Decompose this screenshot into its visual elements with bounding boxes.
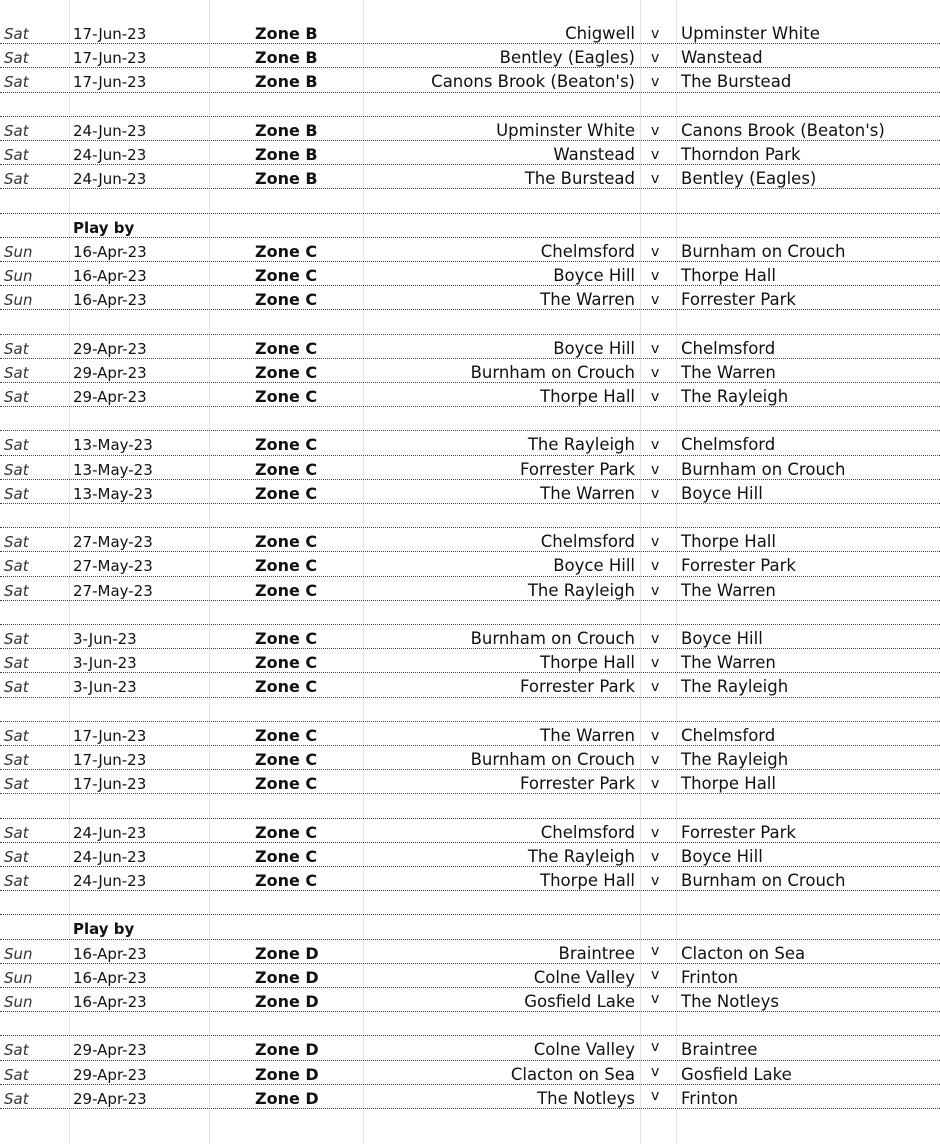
fixture-home-team[interactable]: Boyce Hill xyxy=(553,266,635,285)
fixture-row xyxy=(0,1036,940,1060)
fixture-away-team[interactable]: Frinton xyxy=(681,1088,739,1108)
fixture-versus[interactable]: v xyxy=(651,873,660,889)
fixture-zone[interactable]: Zone B xyxy=(255,120,318,140)
fixture-day[interactable]: Sat xyxy=(4,654,29,673)
fixture-zone[interactable]: Zone C xyxy=(255,750,318,769)
fixture-zone[interactable]: Zone C xyxy=(255,580,318,600)
fixture-date[interactable]: 13-May-23 xyxy=(73,484,153,503)
fixture-day[interactable]: Sun xyxy=(4,267,33,285)
fixture-away-team[interactable]: Forrester Park xyxy=(681,556,796,576)
fixture-date[interactable]: 3-Jun-23 xyxy=(73,654,137,673)
fixture-date[interactable]: 17-Jun-23 xyxy=(73,775,147,794)
fixture-versus[interactable]: v xyxy=(651,122,660,139)
fixture-day[interactable]: Sat xyxy=(4,339,29,358)
fixture-away-team[interactable]: Burnham on Crouch xyxy=(681,871,846,890)
blank-row xyxy=(0,504,940,528)
fixture-home-team[interactable]: Bentley (Eagles) xyxy=(499,48,635,68)
fixture-date[interactable]: 29-Apr-23 xyxy=(73,388,147,406)
fixture-day[interactable]: Sat xyxy=(4,751,29,769)
fixture-row xyxy=(0,1085,940,1109)
fixture-row xyxy=(0,988,940,1012)
fixture-away-team[interactable]: Boyce Hill xyxy=(681,483,763,503)
fixture-zone[interactable]: Zone B xyxy=(255,72,318,92)
fixture-home-team[interactable]: The Warren xyxy=(540,290,635,310)
fixture-row xyxy=(0,552,940,576)
fixture-versus[interactable]: v xyxy=(651,26,660,42)
fixture-versus[interactable]: v xyxy=(651,364,660,381)
fixture-day[interactable]: Sat xyxy=(4,847,29,866)
fixture-versus[interactable]: v xyxy=(651,631,660,647)
fixture-home-team[interactable]: Thorpe Hall xyxy=(540,871,635,890)
fixture-day[interactable]: Sat xyxy=(4,460,29,479)
fixture-zone[interactable]: Zone D xyxy=(255,1088,319,1108)
fixture-versus[interactable]: v xyxy=(651,655,660,672)
fixture-date[interactable]: 13-May-23 xyxy=(73,460,153,479)
blank-row xyxy=(0,407,940,431)
fixture-date[interactable]: 3-Jun-23 xyxy=(73,630,137,648)
fixture-date[interactable]: 29-Apr-23 xyxy=(73,363,147,382)
blank-row xyxy=(0,1012,940,1036)
fixture-versus[interactable]: v xyxy=(651,74,660,91)
fixture-home-team[interactable]: The Warren xyxy=(540,483,635,503)
fixture-versus[interactable]: v xyxy=(651,50,660,67)
fixture-date[interactable]: 27-May-23 xyxy=(73,581,153,600)
fixture-zone[interactable]: Zone B xyxy=(255,145,318,164)
fixture-day[interactable]: Sat xyxy=(4,726,29,745)
fixture-home-team[interactable]: Braintree xyxy=(558,943,635,963)
fixture-day[interactable]: Sat xyxy=(4,775,29,794)
fixture-home-team[interactable]: Boyce Hill xyxy=(553,556,635,576)
fixture-away-team[interactable]: Burnham on Crouch xyxy=(681,459,846,479)
blank-row xyxy=(0,93,940,117)
fixture-versus[interactable]: v xyxy=(651,340,660,357)
fixture-day[interactable]: Sat xyxy=(4,1065,29,1084)
fixture-date[interactable]: 13-May-23 xyxy=(73,436,153,455)
fixture-day[interactable]: Sat xyxy=(4,363,29,382)
fixture-versus[interactable]: v xyxy=(651,1087,660,1104)
fixture-row xyxy=(0,625,940,649)
fixture-home-team[interactable]: The Rayleigh xyxy=(527,846,635,866)
fixture-date[interactable]: 17-Jun-23 xyxy=(73,49,147,68)
blank-row xyxy=(0,794,940,818)
fixture-date[interactable]: 16-Apr-23 xyxy=(73,291,147,310)
fixture-row xyxy=(0,20,940,44)
fixture-row xyxy=(0,843,940,867)
fixture-date[interactable]: 29-Apr-23 xyxy=(73,1089,147,1108)
play-by-header-row xyxy=(0,915,940,939)
fixture-away-team[interactable]: Frinton xyxy=(681,967,739,987)
fixture-versus[interactable]: v xyxy=(651,389,660,405)
play-by-label[interactable]: Play by xyxy=(73,920,135,939)
fixture-zone[interactable]: Zone D xyxy=(255,1040,319,1060)
fixture-day[interactable]: Sat xyxy=(4,678,29,697)
fixture-row xyxy=(0,68,940,92)
fixture-versus[interactable]: v xyxy=(651,243,660,260)
fixture-row xyxy=(0,431,940,455)
fixture-zone[interactable]: Zone C xyxy=(255,725,318,745)
fixture-away-team[interactable]: Wanstead xyxy=(681,48,763,68)
fixture-row xyxy=(0,964,940,988)
fixture-date[interactable]: 24-Jun-23 xyxy=(73,170,147,189)
fixture-home-team[interactable]: Burnham on Crouch xyxy=(470,750,635,769)
fixture-row xyxy=(0,770,940,794)
fixture-date[interactable]: 16-Apr-23 xyxy=(73,267,147,285)
fixture-home-team[interactable]: The Rayleigh xyxy=(527,435,635,455)
fixture-away-team[interactable]: Gosfield Lake xyxy=(681,1064,792,1084)
fixture-row xyxy=(0,44,940,68)
fixture-date[interactable]: 24-Jun-23 xyxy=(73,146,147,164)
fixture-zone[interactable]: Zone C xyxy=(255,362,318,382)
fixture-row xyxy=(0,383,940,407)
fixture-date[interactable]: 24-Jun-23 xyxy=(73,121,147,140)
fixture-day[interactable]: Sat xyxy=(4,25,29,43)
fixture-row xyxy=(0,722,940,746)
fixture-date[interactable]: 17-Jun-23 xyxy=(73,73,147,92)
fixture-away-team[interactable]: The Burstead xyxy=(681,72,792,92)
fixture-row xyxy=(0,117,940,141)
fixture-versus[interactable]: v xyxy=(651,292,660,309)
fixture-day[interactable]: Sat xyxy=(4,630,29,648)
fixture-home-team[interactable]: The Burstead xyxy=(524,169,635,189)
fixture-zone[interactable]: Zone C xyxy=(255,629,318,648)
fixture-day[interactable]: Sun xyxy=(4,944,33,963)
fixture-row xyxy=(0,819,940,843)
fixture-away-team[interactable]: Chelmsford xyxy=(681,338,776,358)
fixture-versus[interactable]: v xyxy=(651,147,660,163)
fixture-home-team[interactable]: Burnham on Crouch xyxy=(470,629,635,648)
fixture-home-team[interactable]: Forrester Park xyxy=(520,677,635,697)
fixture-versus[interactable]: v xyxy=(651,727,660,744)
fixture-away-team[interactable]: Burnham on Crouch xyxy=(681,241,846,261)
fixture-away-team[interactable]: Forrester Park xyxy=(681,822,796,842)
fixture-away-team[interactable]: Thorpe Hall xyxy=(681,266,776,285)
fixture-zone[interactable]: Zone C xyxy=(255,338,318,358)
fixture-date[interactable]: 24-Jun-23 xyxy=(73,847,147,866)
fixture-zone[interactable]: Zone D xyxy=(255,967,319,987)
fixture-day[interactable]: Sun xyxy=(4,968,33,987)
fixture-zone[interactable]: Zone D xyxy=(255,943,319,963)
fixture-day[interactable]: Sat xyxy=(4,436,29,455)
fixture-home-team[interactable]: Forrester Park xyxy=(520,459,635,479)
fixture-zone[interactable]: Zone C xyxy=(255,822,318,842)
fixture-away-team[interactable]: The Notleys xyxy=(681,992,779,1011)
fixture-away-team[interactable]: Forrester Park xyxy=(681,290,796,310)
play-by-label[interactable]: Play by xyxy=(73,218,135,237)
fixture-versus[interactable]: v xyxy=(651,534,660,551)
fixture-zone[interactable]: Zone D xyxy=(255,992,319,1011)
fixture-versus[interactable]: v xyxy=(651,848,660,865)
fixture-zone[interactable]: Zone C xyxy=(255,846,318,866)
fixture-zone[interactable]: Zone C xyxy=(255,435,318,455)
fixture-date[interactable]: 17-Jun-23 xyxy=(73,726,147,745)
fixture-day[interactable]: Sun xyxy=(4,993,33,1011)
fixture-versus[interactable]: v xyxy=(651,776,660,793)
fixture-versus[interactable]: v xyxy=(651,752,660,768)
fixture-day[interactable]: Sat xyxy=(4,388,29,406)
fixture-home-team[interactable]: The Notleys xyxy=(537,1088,635,1108)
fixture-date[interactable]: 16-Apr-23 xyxy=(73,944,147,963)
fixture-row xyxy=(0,577,940,601)
fixture-versus[interactable]: v xyxy=(651,485,660,502)
fixture-home-team[interactable]: Colne Valley xyxy=(533,1040,635,1060)
fixture-away-team[interactable]: Upminster White xyxy=(681,24,820,43)
fixture-day[interactable]: Sat xyxy=(4,49,29,68)
fixture-home-team[interactable]: Thorpe Hall xyxy=(540,387,635,406)
fixture-zone[interactable]: Zone D xyxy=(255,1064,319,1084)
fixture-home-team[interactable]: Gosfield Lake xyxy=(524,992,635,1011)
fixture-home-team[interactable]: Chigwell xyxy=(565,24,635,43)
fixture-day[interactable]: Sat xyxy=(4,872,29,890)
fixture-row xyxy=(0,746,940,770)
fixture-date[interactable]: 27-May-23 xyxy=(73,557,153,576)
fixture-versus[interactable]: v xyxy=(651,991,660,1007)
fixture-zone[interactable]: Zone C xyxy=(255,871,318,890)
fixture-versus[interactable]: v xyxy=(651,1039,660,1056)
fixture-date[interactable]: 17-Jun-23 xyxy=(73,751,147,769)
fixture-versus[interactable]: v xyxy=(651,461,660,478)
fixture-day[interactable]: Sat xyxy=(4,170,29,189)
blank-row xyxy=(0,601,940,625)
fixture-zone[interactable]: Zone C xyxy=(255,266,318,285)
fixture-date[interactable]: 16-Apr-23 xyxy=(73,968,147,987)
fixture-day[interactable]: Sat xyxy=(4,146,29,164)
fixture-zone[interactable]: Zone B xyxy=(255,169,318,189)
fixture-day[interactable]: Sun xyxy=(4,242,33,261)
fixture-away-team[interactable]: The Warren xyxy=(681,653,776,673)
fixture-versus[interactable]: v xyxy=(651,942,660,959)
fixture-row xyxy=(0,867,940,891)
fixture-date[interactable]: 24-Jun-23 xyxy=(73,823,147,842)
fixture-row xyxy=(0,262,940,286)
fixture-zone[interactable]: Zone C xyxy=(255,290,318,310)
fixture-away-team[interactable]: Chelmsford xyxy=(681,435,776,455)
fixture-away-team[interactable]: The Warren xyxy=(681,362,776,382)
fixture-zone[interactable]: Zone C xyxy=(255,459,318,479)
fixture-zone[interactable]: Zone C xyxy=(255,483,318,503)
fixture-versus[interactable]: v xyxy=(651,1063,660,1080)
fixture-versus[interactable]: v xyxy=(651,558,660,575)
fixture-date[interactable]: 27-May-23 xyxy=(73,533,153,552)
fixture-home-team[interactable]: Chelmsford xyxy=(540,822,635,842)
fixture-day[interactable]: Sat xyxy=(4,73,29,92)
fixture-home-team[interactable]: Thorpe Hall xyxy=(540,653,635,673)
fixture-away-team[interactable]: Boyce Hill xyxy=(681,846,763,866)
fixture-row xyxy=(0,359,940,383)
fixture-versus[interactable]: v xyxy=(651,437,660,454)
play-by-header-row xyxy=(0,214,940,238)
fixture-home-team[interactable]: Burnham on Crouch xyxy=(470,362,635,382)
fixture-row xyxy=(0,649,940,673)
fixture-versus[interactable]: v xyxy=(651,679,660,696)
fixture-zone[interactable]: Zone C xyxy=(255,241,318,261)
fixture-zone[interactable]: Zone C xyxy=(255,387,318,406)
fixture-date[interactable]: 29-Apr-23 xyxy=(73,339,147,358)
fixture-date[interactable]: 16-Apr-23 xyxy=(73,242,147,261)
fixture-versus[interactable]: v xyxy=(651,966,660,983)
fixture-date[interactable]: 17-Jun-23 xyxy=(73,25,147,43)
fixture-zone[interactable]: Zone B xyxy=(255,24,318,43)
fixture-day[interactable]: Sun xyxy=(4,291,33,310)
fixture-zone[interactable]: Zone C xyxy=(255,556,318,576)
fixture-day[interactable]: Sat xyxy=(4,1041,29,1060)
fixture-zone[interactable]: Zone C xyxy=(255,774,318,794)
fixture-away-team[interactable]: The Rayleigh xyxy=(681,677,789,697)
fixture-away-team[interactable]: The Warren xyxy=(681,580,776,600)
blank-row xyxy=(0,189,940,213)
fixture-row xyxy=(0,286,940,310)
fixture-day[interactable]: Sat xyxy=(4,484,29,503)
fixture-row xyxy=(0,940,940,964)
fixture-home-team[interactable]: Forrester Park xyxy=(520,774,635,794)
fixture-row xyxy=(0,456,940,480)
fixture-home-team[interactable]: Wanstead xyxy=(553,145,635,164)
fixture-row xyxy=(0,238,940,262)
fixture-versus[interactable]: v xyxy=(651,171,660,188)
fixture-row xyxy=(0,1061,940,1085)
fixture-home-team[interactable]: The Rayleigh xyxy=(527,580,635,600)
fixture-zone[interactable]: Zone C xyxy=(255,653,318,673)
fixture-away-team[interactable]: Braintree xyxy=(681,1040,758,1060)
fixture-row xyxy=(0,165,940,189)
fixture-day[interactable]: Sat xyxy=(4,121,29,140)
fixture-home-team[interactable]: Chelmsford xyxy=(540,532,635,552)
fixture-home-team[interactable]: Boyce Hill xyxy=(553,338,635,358)
fixture-zone[interactable]: Zone C xyxy=(255,532,318,552)
fixture-date[interactable]: 24-Jun-23 xyxy=(73,872,147,890)
fixture-home-team[interactable]: Clacton on Sea xyxy=(510,1064,635,1084)
fixture-row xyxy=(0,335,940,359)
fixture-date[interactable]: 16-Apr-23 xyxy=(73,993,147,1011)
fixture-home-team[interactable]: Canons Brook (Beaton's) xyxy=(431,72,635,92)
fixture-row xyxy=(0,141,940,165)
fixture-away-team[interactable]: Canons Brook (Beaton's) xyxy=(681,120,885,140)
fixture-zone[interactable]: Zone C xyxy=(255,677,318,697)
fixture-versus[interactable]: v xyxy=(651,268,660,284)
fixture-day[interactable]: Sat xyxy=(4,823,29,842)
fixture-zone[interactable]: Zone B xyxy=(255,48,318,68)
fixture-day[interactable]: Sat xyxy=(4,581,29,600)
fixture-away-team[interactable]: The Rayleigh xyxy=(681,387,789,406)
fixture-home-team[interactable]: Colne Valley xyxy=(533,967,635,987)
blank-row xyxy=(0,891,940,915)
fixture-date[interactable]: 3-Jun-23 xyxy=(73,678,137,697)
fixture-away-team[interactable]: Thorpe Hall xyxy=(681,532,776,552)
fixture-away-team[interactable]: The Rayleigh xyxy=(681,750,789,769)
fixture-date[interactable]: 29-Apr-23 xyxy=(73,1041,147,1060)
fixture-day[interactable]: Sat xyxy=(4,533,29,552)
fixture-home-team[interactable]: The Warren xyxy=(540,725,635,745)
fixture-away-team[interactable]: Bentley (Eagles) xyxy=(681,169,817,189)
fixture-day[interactable]: Sat xyxy=(4,1089,29,1108)
fixture-away-team[interactable]: Thorndon Park xyxy=(681,145,801,164)
blank-row xyxy=(0,310,940,334)
fixture-away-team[interactable]: Clacton on Sea xyxy=(681,943,806,963)
fixture-row xyxy=(0,673,940,697)
fixture-day[interactable]: Sat xyxy=(4,557,29,576)
fixture-row xyxy=(0,528,940,552)
fixture-date[interactable]: 29-Apr-23 xyxy=(73,1065,147,1084)
fixture-away-team[interactable]: Chelmsford xyxy=(681,725,776,745)
fixture-away-team[interactable]: Thorpe Hall xyxy=(681,774,776,794)
blank-row xyxy=(0,698,940,722)
fixture-versus[interactable]: v xyxy=(651,582,660,599)
fixture-row xyxy=(0,480,940,504)
fixture-home-team[interactable]: Upminster White xyxy=(496,120,635,140)
fixture-versus[interactable]: v xyxy=(651,824,660,841)
fixture-home-team[interactable]: Chelmsford xyxy=(540,241,635,261)
fixture-away-team[interactable]: Boyce Hill xyxy=(681,629,763,648)
